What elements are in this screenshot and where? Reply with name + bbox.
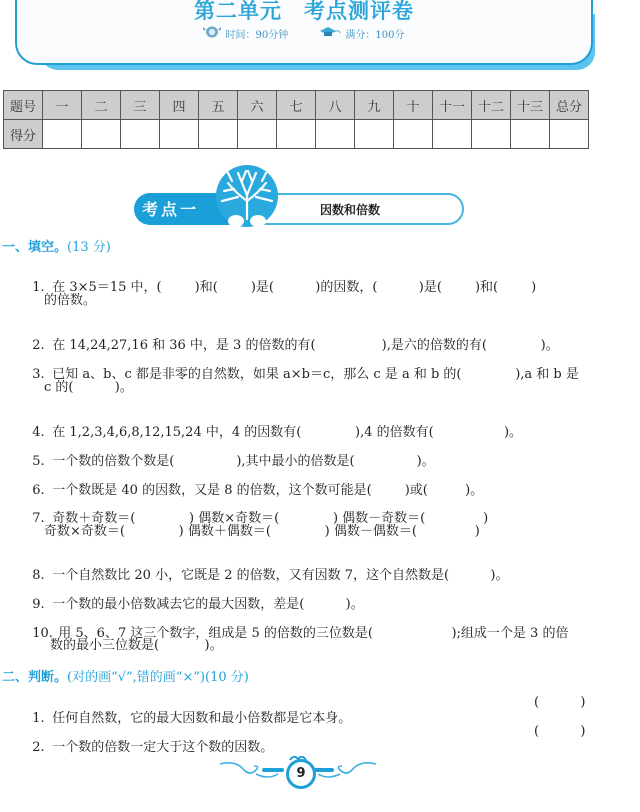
question-5 xyxy=(24,438,435,470)
kaodian-topic: 因数和倍数 xyxy=(320,203,381,217)
score-cell[interactable] xyxy=(82,120,121,149)
section-fill-blank-heading xyxy=(2,236,111,255)
column-header: 十三 xyxy=(511,91,550,120)
question-7 xyxy=(24,495,488,527)
question-number: 3. xyxy=(32,367,45,382)
question-number: 6. xyxy=(32,483,45,498)
column-header: 三 xyxy=(121,91,160,120)
title-unit: 第二单元 xyxy=(194,0,282,23)
score-table xyxy=(3,90,589,149)
column-header: 一 xyxy=(43,91,82,120)
question-number: 1. xyxy=(32,711,45,726)
graduation-cap-icon xyxy=(319,26,341,41)
time-label: 时间：90分钟 xyxy=(225,30,289,41)
question-number: 5. xyxy=(32,454,45,469)
score-cell[interactable] xyxy=(43,120,82,149)
time-info xyxy=(203,26,288,41)
score-cell[interactable] xyxy=(511,120,550,149)
column-header: 四 xyxy=(160,91,199,120)
score-cell[interactable] xyxy=(160,120,199,149)
question-9 xyxy=(24,581,364,613)
question-text: 在 14,24,27,16 和 36 中，是 3 的倍数的有( ),是六的倍数的有( )。 xyxy=(52,338,559,353)
score-cell[interactable] xyxy=(199,120,238,149)
judge-answer-blank-1[interactable]: ( ) xyxy=(534,695,586,710)
question-10-cont: 数的最小三位数是( )。 xyxy=(50,638,223,653)
score-table-header-row xyxy=(4,91,589,120)
column-header: 总分 xyxy=(550,91,589,120)
kaodian-header xyxy=(134,163,464,229)
column-header: 五 xyxy=(199,91,238,120)
column-header: 九 xyxy=(355,91,394,120)
tree-icon xyxy=(212,163,282,229)
question-3 xyxy=(24,351,579,383)
page-title xyxy=(17,0,591,25)
question-number: 2. xyxy=(32,740,45,755)
section-points: (13 分) xyxy=(67,240,111,255)
score-cell[interactable] xyxy=(394,120,433,149)
question-number: 7. xyxy=(32,511,45,526)
column-header: 八 xyxy=(316,91,355,120)
question-number: 2. xyxy=(32,338,45,353)
question-7-cont: 奇数×奇数＝( ) 偶数＋偶数＝( ) 偶数－偶数＝( ) xyxy=(44,524,480,539)
clock-icon xyxy=(203,26,221,41)
full-score-label: 满分：100分 xyxy=(345,30,405,41)
question-number: 10. xyxy=(32,626,53,641)
score-info xyxy=(319,26,404,41)
score-cell[interactable] xyxy=(355,120,394,149)
question-number: 4. xyxy=(32,425,45,440)
question-text: 一个数的倍数一定大于这个数的因数。 xyxy=(52,740,274,755)
question-text: 一个数的最小倍数减去它的最大因数，差是( )。 xyxy=(52,597,364,612)
score-row xyxy=(4,120,589,149)
section-title: 一、填空。 xyxy=(2,240,68,255)
kaodian-label: 考点一 xyxy=(142,200,200,219)
section-title: 二、判断。 xyxy=(2,670,68,685)
score-cell[interactable] xyxy=(277,120,316,149)
judge-answer-blank-2[interactable]: ( ) xyxy=(534,724,586,739)
section-points: (对的画“√”,错的画“×”)(10 分) xyxy=(67,670,249,685)
question-8 xyxy=(24,552,508,584)
page-footer xyxy=(218,756,378,788)
question-text: 任何自然数，它的最大因数和最小倍数都是它本身。 xyxy=(52,711,352,726)
column-header: 二 xyxy=(82,91,121,120)
question-1-cont: 的倍数。 xyxy=(44,293,97,308)
column-header: 十二 xyxy=(472,91,511,120)
question-text: 在 3×5＝15 中，( )和( )是( )的因数，( )是( )和( ) xyxy=(52,280,537,295)
question-number: 8. xyxy=(32,568,45,583)
question-number-label: 题号 xyxy=(4,91,43,120)
title-exam: 考点测评卷 xyxy=(304,0,414,23)
section-true-false-heading xyxy=(2,666,249,685)
question-3-cont: c 的( )。 xyxy=(44,380,133,395)
judge-question-1 xyxy=(24,695,351,727)
score-label: 得分 xyxy=(4,120,43,149)
question-text: 用 5、6、7 这三个数字，组成是 5 的倍数的三位数是( );组成一个是 3 的倍 xyxy=(58,626,569,641)
question-text: 奇数＋奇数＝( ) 偶数×奇数＝( ) 偶数－奇数＝( ) xyxy=(52,511,489,526)
score-cell[interactable] xyxy=(433,120,472,149)
column-header: 十 xyxy=(394,91,433,120)
question-2 xyxy=(24,322,559,354)
question-text: 一个数的倍数个数是( ),其中最小的倍数是( )。 xyxy=(52,454,435,469)
score-cell[interactable] xyxy=(550,120,589,149)
question-text: 一个自然数比 20 小，它既是 2 的倍数，又有因数 7，这个自然数是( )。 xyxy=(52,568,509,583)
score-cell[interactable] xyxy=(238,120,277,149)
column-header: 七 xyxy=(277,91,316,120)
exam-meta xyxy=(17,26,591,41)
question-number: 1. xyxy=(32,280,45,295)
question-text: 一个数既是 40 的因数，又是 8 的倍数，这个数可能是( )或( )。 xyxy=(52,483,484,498)
question-4 xyxy=(24,409,522,441)
page-number: 9 xyxy=(286,759,316,789)
question-text: 在 1,2,3,4,6,8,12,15,24 中，4 的因数有( ),4 的倍数有( )。 xyxy=(52,425,523,440)
score-cell[interactable] xyxy=(316,120,355,149)
score-cell[interactable] xyxy=(472,120,511,149)
header-banner xyxy=(15,0,593,65)
column-header: 十一 xyxy=(433,91,472,120)
score-cell[interactable] xyxy=(121,120,160,149)
column-header: 六 xyxy=(238,91,277,120)
judge-question-2 xyxy=(24,724,273,756)
question-1 xyxy=(24,264,536,296)
question-number: 9. xyxy=(32,597,45,612)
question-text: 已知 a、b、c 都是非零的自然数，如果 a×b＝c，那么 c 是 a 和 b 的( ),a 和 b 是 xyxy=(52,367,579,382)
